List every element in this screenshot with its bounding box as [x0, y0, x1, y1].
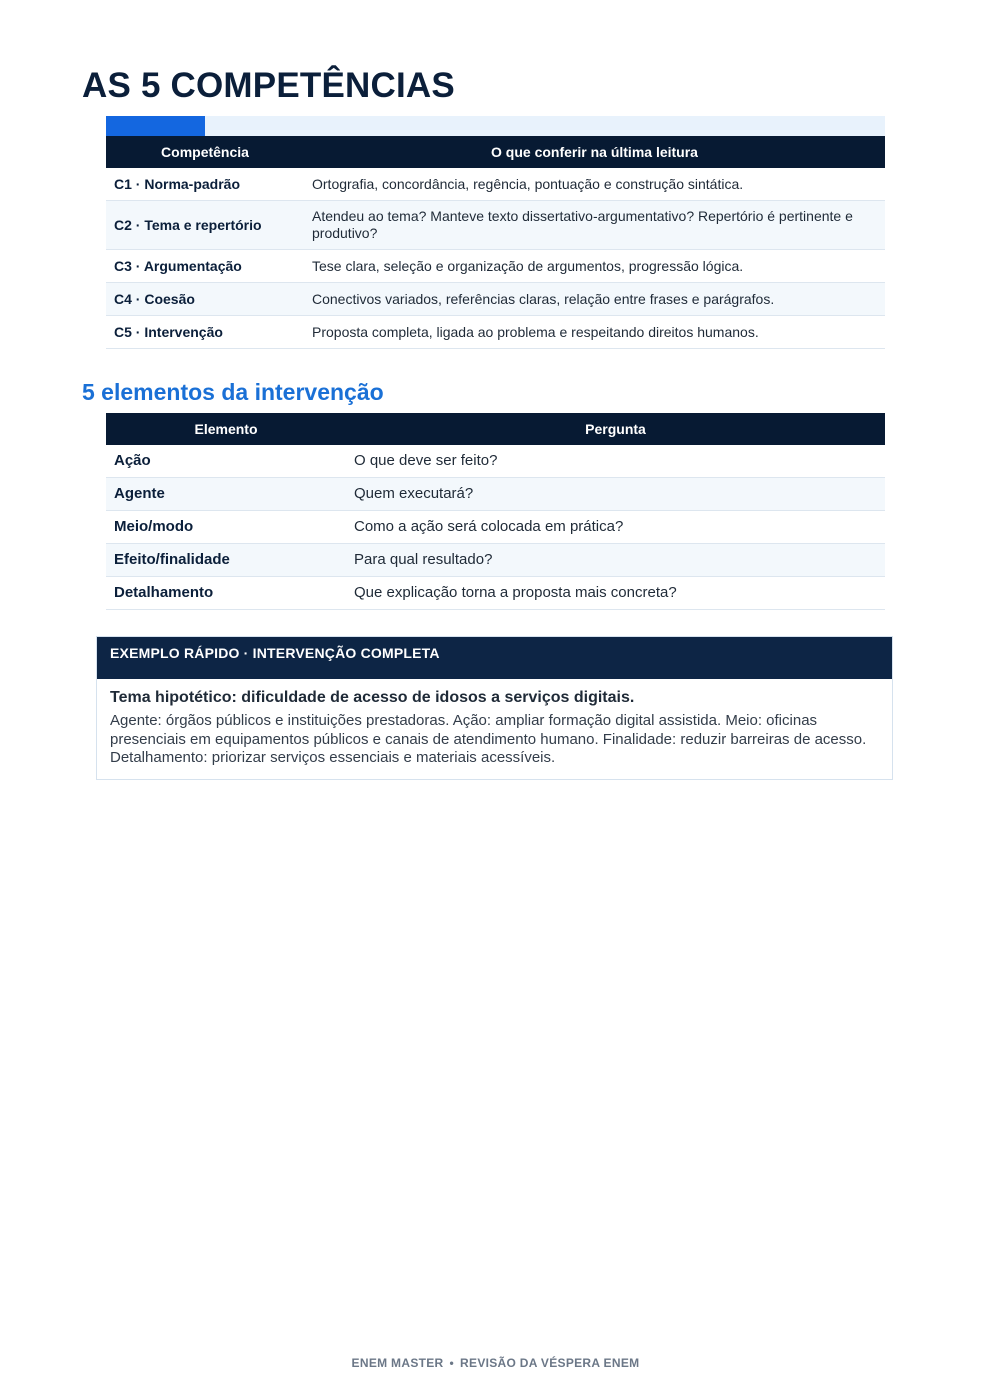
example-callout — [96, 636, 893, 780]
table-row — [106, 511, 885, 544]
footer-brand: ENEM MASTER — [351, 1356, 444, 1370]
competencia-description: Tese clara, seleção e organização de argumentos, progressão lógica. — [304, 250, 885, 283]
competencia-name: C2 · Tema e repertório — [106, 201, 304, 250]
page-title: AS 5 COMPETÊNCIAS — [82, 66, 455, 105]
elemento-question: Para qual resultado? — [346, 544, 885, 577]
page-footer — [0, 1356, 991, 1370]
competencia-name: C1 · Norma-padrão — [106, 168, 304, 201]
column-header: Elemento — [106, 413, 346, 445]
callout-text: Agente: órgãos públicos e instituições prestadoras. Ação: ampliar formação digital assistida. Meio: oficinas presenciais em equipamentos públicos e canais de atendimento humano. Finalidade: reduzir barreiras de acesso. Detalhamento: priorizar serviços essenciais e materiais acessíveis. — [110, 712, 867, 766]
table-row — [106, 544, 885, 577]
table-row — [106, 577, 885, 610]
column-header: O que conferir na última leitura — [304, 136, 885, 168]
table-row — [106, 250, 885, 283]
table-header-row — [106, 136, 885, 168]
elemento-name: Meio/modo — [106, 511, 346, 544]
intervencao-table — [106, 413, 885, 610]
column-header: Pergunta — [346, 413, 885, 445]
elemento-name: Detalhamento — [106, 577, 346, 610]
competencias-table — [106, 136, 885, 349]
accent-strip — [106, 116, 885, 136]
accent-strip-fill — [106, 116, 205, 136]
elemento-name: Ação — [106, 445, 346, 478]
elemento-name: Agente — [106, 478, 346, 511]
competencia-name: C5 · Intervenção — [106, 316, 304, 349]
callout-heading: EXEMPLO RÁPIDO · INTERVENÇÃO COMPLETA — [97, 637, 892, 679]
elemento-question: O que deve ser feito? — [346, 445, 885, 478]
section-title: 5 elementos da intervenção — [82, 379, 384, 405]
footer-subtitle: REVISÃO DA VÉSPERA ENEM — [460, 1356, 640, 1370]
table-header-row — [106, 413, 885, 445]
competencia-name: C3 · Argumentação — [106, 250, 304, 283]
callout-body — [97, 679, 892, 768]
elemento-question: Como a ação será colocada em prática? — [346, 511, 885, 544]
competencia-name: C4 · Coesão — [106, 283, 304, 316]
competencia-description: Ortografia, concordância, regência, pontuação e construção sintática. — [304, 168, 885, 201]
footer-separator: • — [449, 1356, 455, 1370]
competencia-description: Proposta completa, ligada ao problema e respeitando direitos humanos. — [304, 316, 885, 349]
table-row — [106, 316, 885, 349]
table-row — [106, 283, 885, 316]
elemento-question: Que explicação torna a proposta mais concreta? — [346, 577, 885, 610]
competencia-description: Atendeu ao tema? Manteve texto dissertativo-argumentativo? Repertório é pertinente e produtivo? — [304, 201, 885, 250]
elemento-question: Quem executará? — [346, 478, 885, 511]
elemento-name: Efeito/finalidade — [106, 544, 346, 577]
table-row — [106, 445, 885, 478]
table-row — [106, 168, 885, 201]
callout-lead: Tema hipotético: dificuldade de acesso de idosos a serviços digitais. — [110, 689, 635, 706]
competencia-description: Conectivos variados, referências claras, relação entre frases e parágrafos. — [304, 283, 885, 316]
table-row — [106, 478, 885, 511]
table-row — [106, 201, 885, 250]
column-header: Competência — [106, 136, 304, 168]
